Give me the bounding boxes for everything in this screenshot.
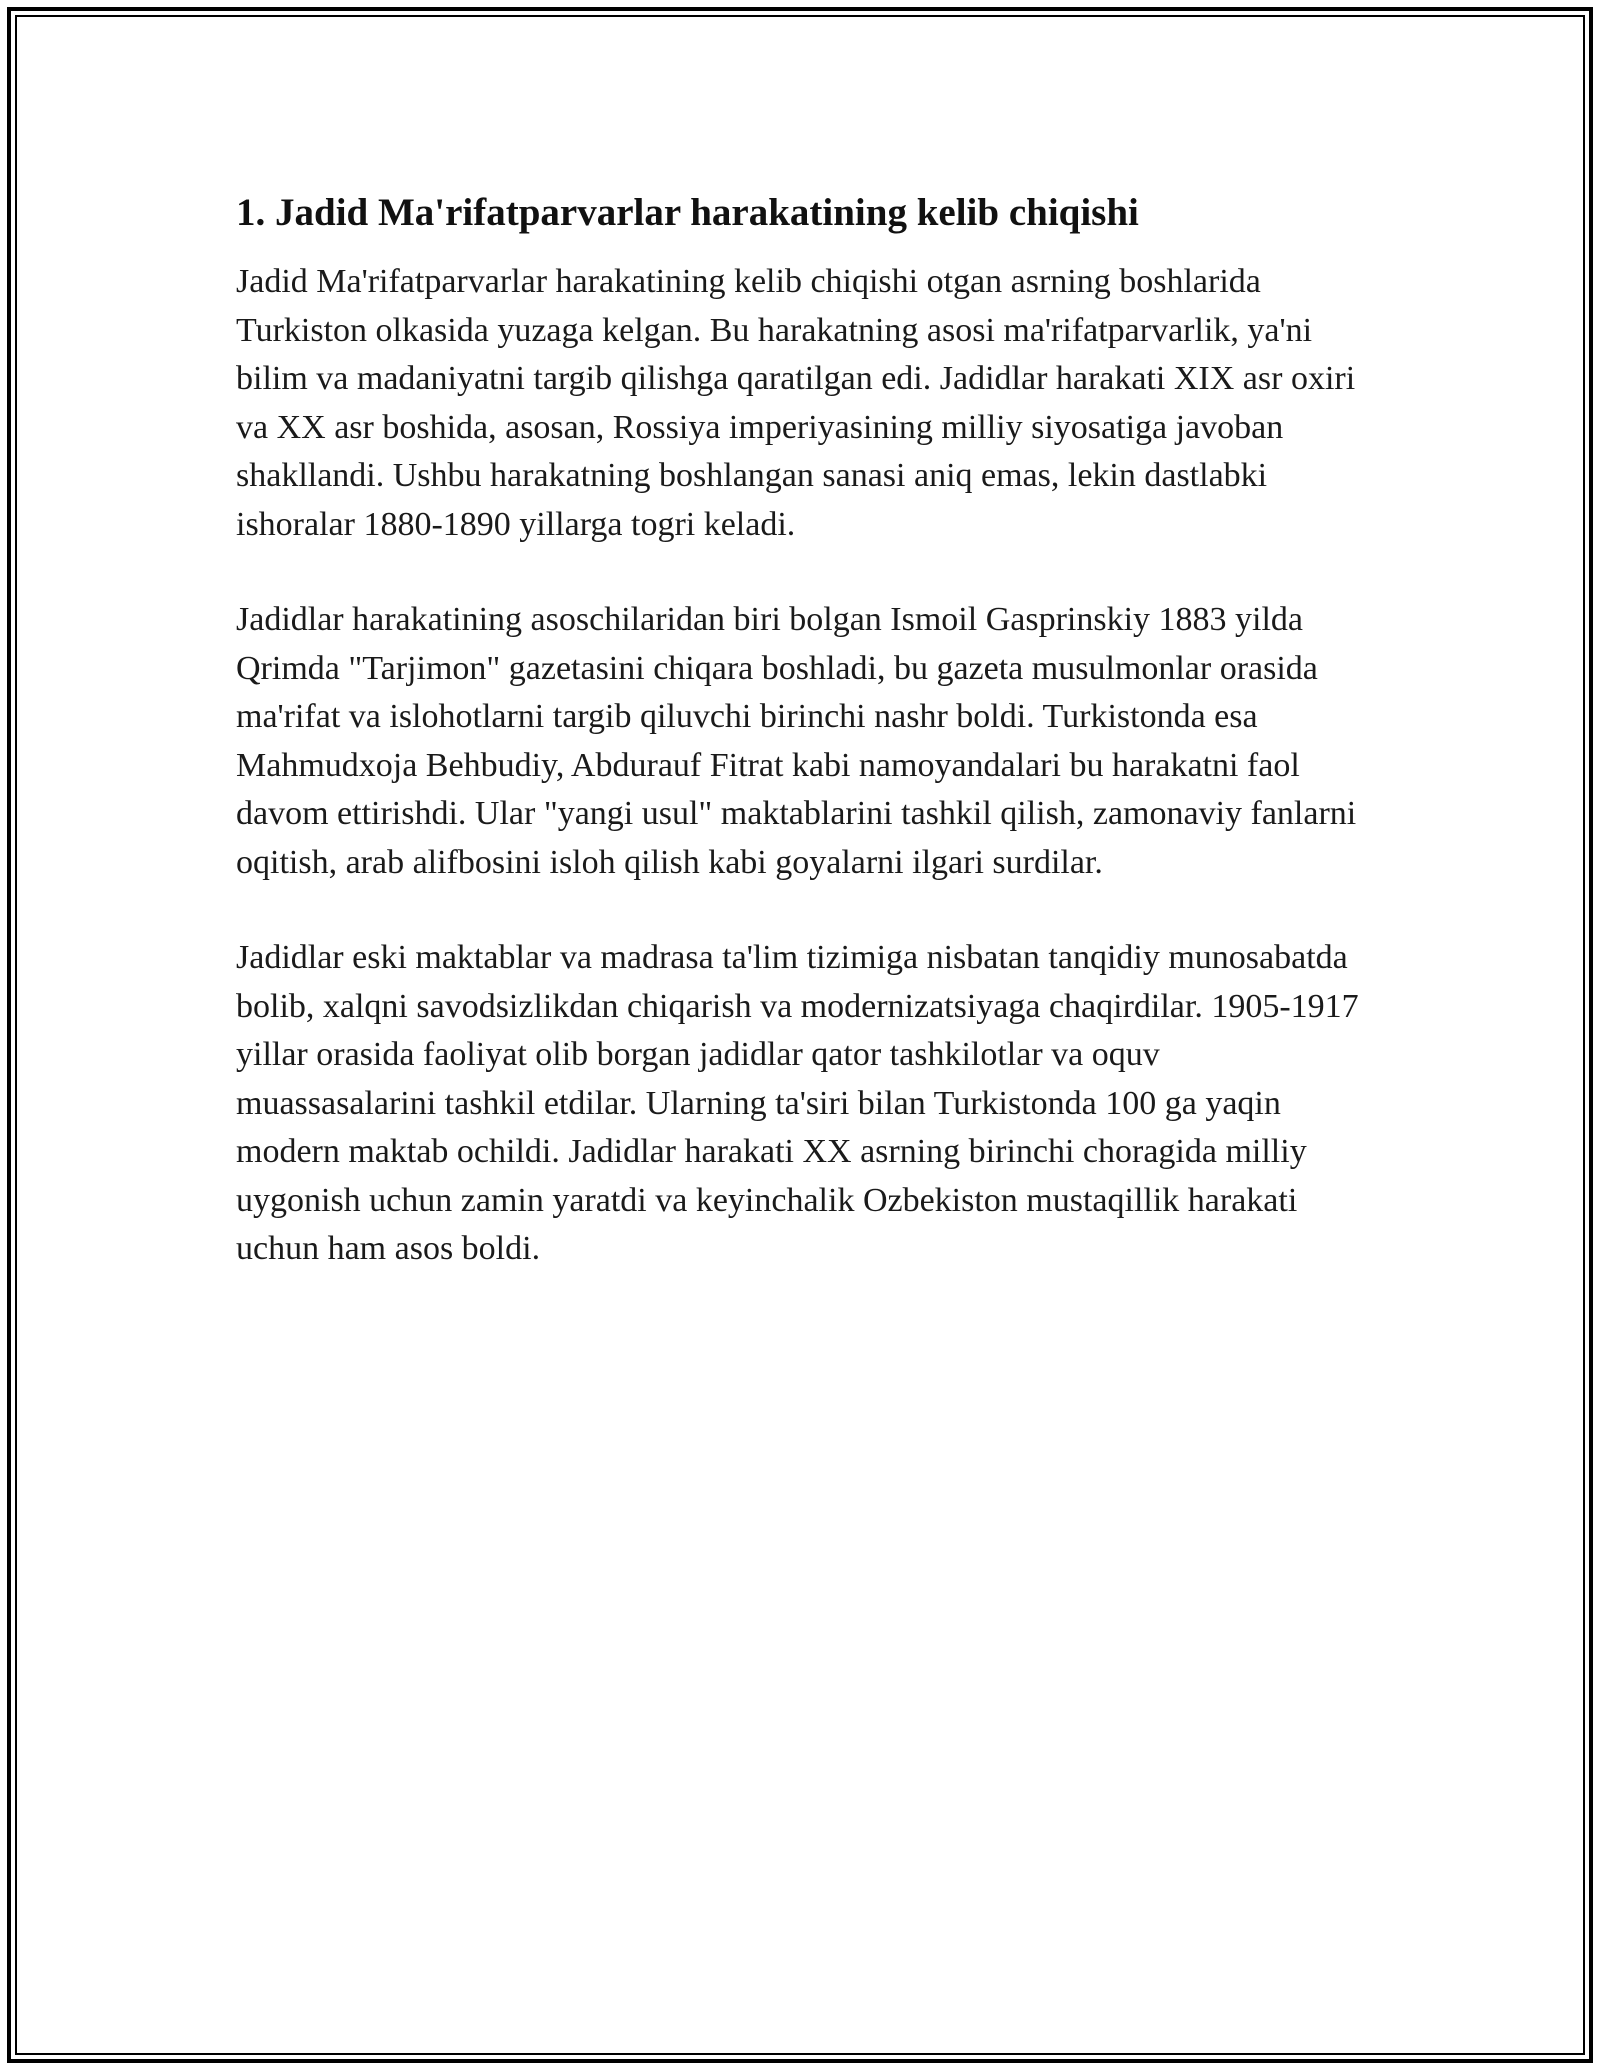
- paragraph-3: Jadidlar eski maktablar va madrasa ta'lim tizimiga nisbatan tanqidiy munosabatda bolib, xalqni savodsizlikdan chiqarish va modernizatsiyaga chaqirdilar. 1905-1917 yillar orasida faoliyat olib borgan jadidlar qator tashkilotlar va oquv muassasalarini tashkil etdilar. Ularning ta'siri bilan Turkistonda 100 ga yaqin modern maktab ochildi. Jadidlar harakati XX asrning birinchi choragida milliy uygonish uchun zamin yaratdi va keyinchalik Ozbekiston mustaqillik harakati uchun ham asos boldi.: [236, 939, 1359, 1267]
- section-heading: 1. Jadid Ma'rifatparvarlar harakatining kelib chiqishi: [236, 191, 1139, 234]
- document-body: [236, 184, 1366, 1274]
- paragraph-1: Jadid Ma'rifatparvarlar harakatining kelib chiqishi otgan asrning boshlarida Turkiston olkasida yuzaga kelgan. Bu harakatning asosi ma'rifatparvarlik, ya'ni bilim va madaniyatni targib qilishga qaratilgan edi. Jadidlar harakati XIX asr oxiri va XX asr boshida, asosan, Rossiya imperiyasining milliy siyosatiga javoban shakllandi. Ushbu harakatning boshlangan sanasi aniq emas, lekin dastlabki ishoralar 1880-1890 yillarga togri keladi.: [236, 263, 1356, 543]
- paragraph-2: Jadidlar harakatining asoschilaridan biri bolgan Ismoil Gasprinskiy 1883 yilda Qrimda "Tarjimon" gazetasini chiqara boshladi, bu gazeta musulmonlar orasida ma'rifat va islohotlarni targib qiluvchi birinchi nashr boldi. Turkistonda esa Mahmudxoja Behbudiy, Abdurauf Fitrat kabi namoyandalari bu harakatni faol davom ettirishdi. Ular "yangi usul" maktablarini tashkil qilish, zamonaviy fanlarni oqitish, arab alifbosini isloh qilish kabi goyalarni ilgari surdilar.: [236, 601, 1357, 881]
